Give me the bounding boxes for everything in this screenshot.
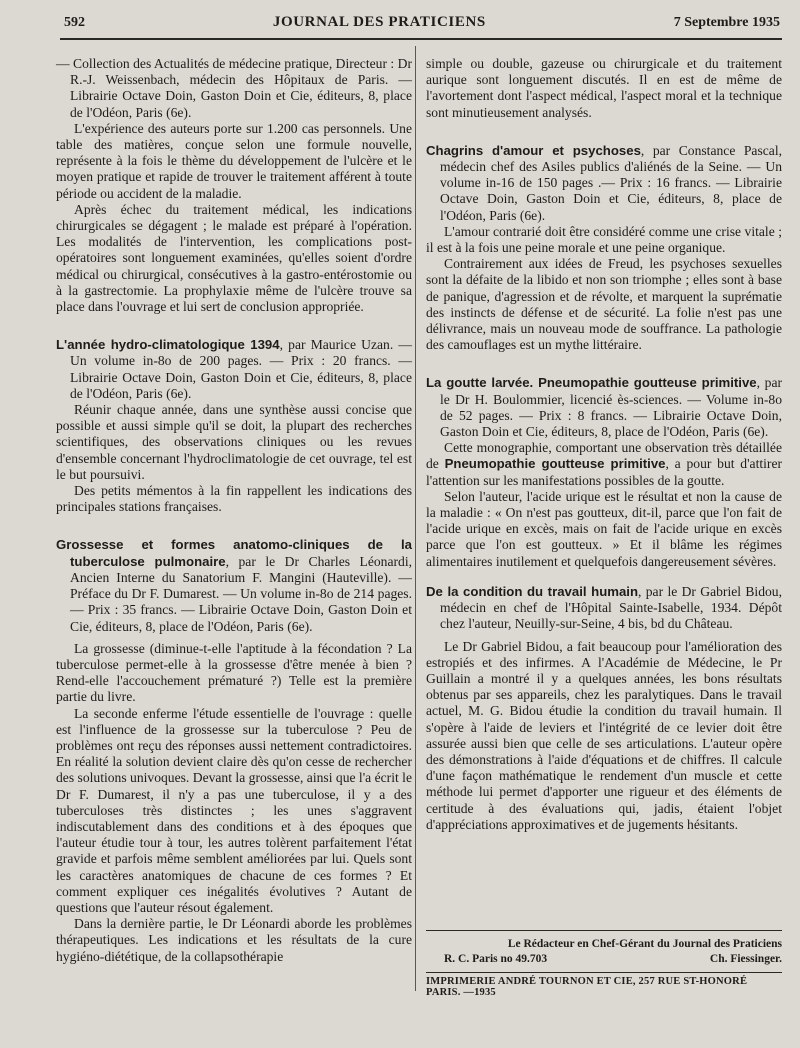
right-column: [426, 56, 782, 833]
book-review-goutte: [426, 375, 782, 569]
book-review-grossesse: [56, 537, 412, 964]
text-run: Cette monographie, comportant une observation très détaillée de: [426, 440, 782, 472]
text-run: , a pour but d'attirer l'attention sur les manifestations possibles de la goutte.: [426, 456, 782, 488]
review-paragraph: [426, 440, 782, 489]
review-paragraph: Des petits mémentos à la fin rappellent les indications des principales stations françaises.: [56, 483, 412, 515]
registration-number: R. C. Paris no 49.703: [444, 953, 548, 965]
review-paragraph: Le Dr Gabriel Bidou, a fait beaucoup pour l'amélioration des estropiés et des infirmes. A l'Académie de Médecine, le Pr Guillain a montré il y a quelques années, les bons résultats obtenus par ses appareils, chez les paralytiques. Dans le travail actuel, M. G. Bidou étudie la condition du travail humain. Il s'opère à l'aide de leviers et l'intégrité de ce levier doit être assurée aussi bien que celle de ses articulations. L'auteur opère des démonstrations à l'aide d'équations et de chiffres. Il calcule d'une façon mathématique le rendement d'un muscle et cette méthode lui permet d'apporter une rigueur et des éléments de certitude à des évaluations qui, jadis, étaient l'objet d'appréciations approximatives et de jugements hésitants.: [426, 638, 782, 832]
review-paragraph: Selon l'auteur, l'acide urique est le résultat et non la cause de la maladie : « On n'est pas goutteux, dit-il, parce que l'on fait de l'acide urique en excès, mais on fait de l'acide urique en excès parce que l'on est goutteux. » Et il blâme les régimes alimentaires inutilement et quelquefois dangereusement sévères.: [426, 488, 782, 569]
editor-line: Le Rédacteur en Chef-Gérant du Journal des Praticiens: [507, 938, 782, 950]
book-review-chagrins: [426, 143, 782, 354]
review-heading: [426, 584, 782, 633]
issue-date: 7 Septembre 1935: [673, 15, 780, 30]
footer-rule: [426, 930, 782, 931]
book-reference: , par le Dr H. Boulommier, licencié ès-sciences. — Volume in-8o de 52 pages. — Prix : 8 francs. — Librairie Octave Doin, Gaston Doin et Cie, éditeurs, 8, place de l'Odéon, Paris (6e).: [440, 375, 782, 440]
review-heading: [56, 537, 412, 634]
review-continued-ref: — Collection des Actualités de médecine pratique, Directeur : Dr R.-J. Weissenbach, médecin des Hôpitaux de Paris. — Librairie Octave Doin, Gaston Doin et Cie, éditeurs, 8, place de l'Odéon, Paris (6e).: [56, 56, 412, 120]
book-reference: , par le Dr Gabriel Bidou, médecin en chef de l'Hôpital Sainte-Isabelle, 1934. Dépôt chez l'auteur, Neuilly-sur-Seine, 4 bis, bd du Château.: [440, 583, 782, 632]
editor-signature: Ch. Fiessinger.: [709, 953, 782, 965]
journal-title: JOURNAL DES PRATICIENS: [272, 14, 486, 30]
emphasis: Pneumopathie goutteuse primitive: [444, 456, 666, 472]
header-rule: [60, 38, 782, 40]
book-reference: , par Constance Pascal, médecin chef des Asiles publics d'aliénés de la Seine. — Un volume in-16 de 150 pages .— Prix : 16 francs. — Librairie Octave Doin, Gaston Doin et Cie, éditeurs, 8, place de l'Odéon, Paris (6e).: [440, 142, 782, 223]
editor-footer: [426, 930, 782, 967]
book-title: Chagrins d'amour et psychoses: [426, 142, 641, 158]
printer-imprint: IMPRIMERIE ANDRÉ TOURNON ET CIE, 257 RUE ST-HONORÉ PARIS. —1935: [426, 972, 782, 998]
review-paragraph: L'amour contrarié doit être considéré comme une crise vitale ; il est à la fois une peine morale et une peine organique.: [426, 223, 782, 256]
review-heading: [56, 337, 412, 402]
book-title: Grossesse et formes anatomo-cliniques de la tuberculose pulmonaire: [56, 537, 412, 569]
review-heading: [426, 143, 782, 224]
review-paragraph: simple ou double, gazeuse ou chirurgicale et du traitement aurique sont longuement discutés. Il en est de même de l'avortement dont l'aspect médical, l'aspect moral et la technique sont minutieusement analysés.: [426, 56, 782, 120]
book-title: La goutte larvée. Pneumopathie goutteuse primitive: [426, 375, 757, 391]
review-heading: [426, 375, 782, 440]
book-review-travail: [426, 584, 782, 833]
book-reference: , par le Dr Charles Léonardi, Ancien Interne du Sanatorium F. Mangini (Hauteville). — Préface du Dr F. Dumarest. — Un volume in-8o de 214 pages. — Prix : 35 francs. — Librairie Octave Doin, Gaston Doin et Cie, éditeurs, 8, place de l'Odéon, Paris (6e).: [70, 553, 412, 634]
review-paragraph: Après échec du traitement médical, les indications chirurgicales se dégagent ; le malade est préparé à l'opération. Les modalités de l'intervention, les complications post-opératoires sont longuement examinées, qu'elles soient d'ordre médical ou chirurgical, consécutives à la gastro-entérostomie ou à la gastrectomie. La prophylaxie même de l'ulcère trouve sa place dans l'ouvrage et lui sert de conclusion appropriée.: [56, 201, 412, 315]
book-review-hydro: [56, 337, 412, 515]
book-title: De la condition du travail humain: [426, 583, 639, 599]
book-title: L'année hydro-climatologique 1394: [56, 337, 280, 353]
review-paragraph: La grossesse (diminue-t-elle l'aptitude à la fécondation ? La tuberculose permet-elle à la grossesse d'être menée à bien ? Rend-elle l'accouchement prématuré ?) Telle est la première partie du livre.: [56, 640, 412, 705]
review-paragraph: Dans la dernière partie, le Dr Léonardi aborde les problèmes thérapeutiques. Les indications et les résultats de la cure hygiéno-diététique, de la collapsothérapie: [56, 916, 412, 964]
review-paragraph: Réunir chaque année, dans une synthèse aussi concise que possible et aussi simple qu'il se doit, la plupart des recherches scientifiques, des observations cliniques ou les revues d'ensemble concernant l'hydroclimatologie de cet ouvrage, tel est le but poursuivi.: [56, 402, 412, 482]
left-column: [56, 56, 412, 965]
registration-row: [426, 952, 782, 967]
book-reference: , par Maurice Uzan. — Un volume in-8o de 200 pages. — Prix : 20 francs. — Librairie Octave Doin, Gaston Doin et Cie, éditeurs, 8, place de l'Odéon, Paris (6e).: [70, 337, 412, 401]
column-divider: [415, 46, 416, 991]
review-paragraph: Contrairement aux idées de Freud, les psychoses sexuelles sont la défaite de la libido et non son triomphe ; elles sont à base de panique, d'agression et de révolte, et marquent la suprématie des instincts de défense et de sécurité. La folie n'est pas une délivrance, mais un nouveau mode de souffrance. La pathologie des camouflages est un mythe littéraire.: [426, 256, 782, 353]
review-paragraph: L'expérience des auteurs porte sur 1.200 cas personnels. Une table des matières, conçue selon une formule nouvelle, représente à la fois le thème du développement de l'ulcère et le moyen pratique et rapide de trouver le traitement afférent à toute période ou accident de la maladie.: [56, 120, 412, 201]
page-header: [64, 14, 780, 36]
review-paragraph: La seconde enferme l'étude essentielle de l'ouvrage : quelle est l'influence de la grossesse sur la tuberculose ? Peu de problèmes ont reçu des réponses aussi nettement contradictoires. En réalité la solution devient claire dès qu'on cesse de rechercher des solutions univoques. Devant la grossesse, ainsi que l'a écrit le Dr F. Dumarest, il n'y a pas une tuberculose, il y a des tuberculoses très distinctes ; les unes s'aggravent indiscutablement dans des conditions et à des époques que l'auteur étudie tour à tour, les autres tolèrent parfaitement l'état gravide et parfois même semblent améliorées par lui. Quels sont les caractères anatomiques de chacune de ces formes ? Et comment expliquer ces inégalités évolutives ? Autant de questions que l'auteur résout également.: [56, 705, 412, 915]
page-number: 592: [64, 15, 85, 30]
